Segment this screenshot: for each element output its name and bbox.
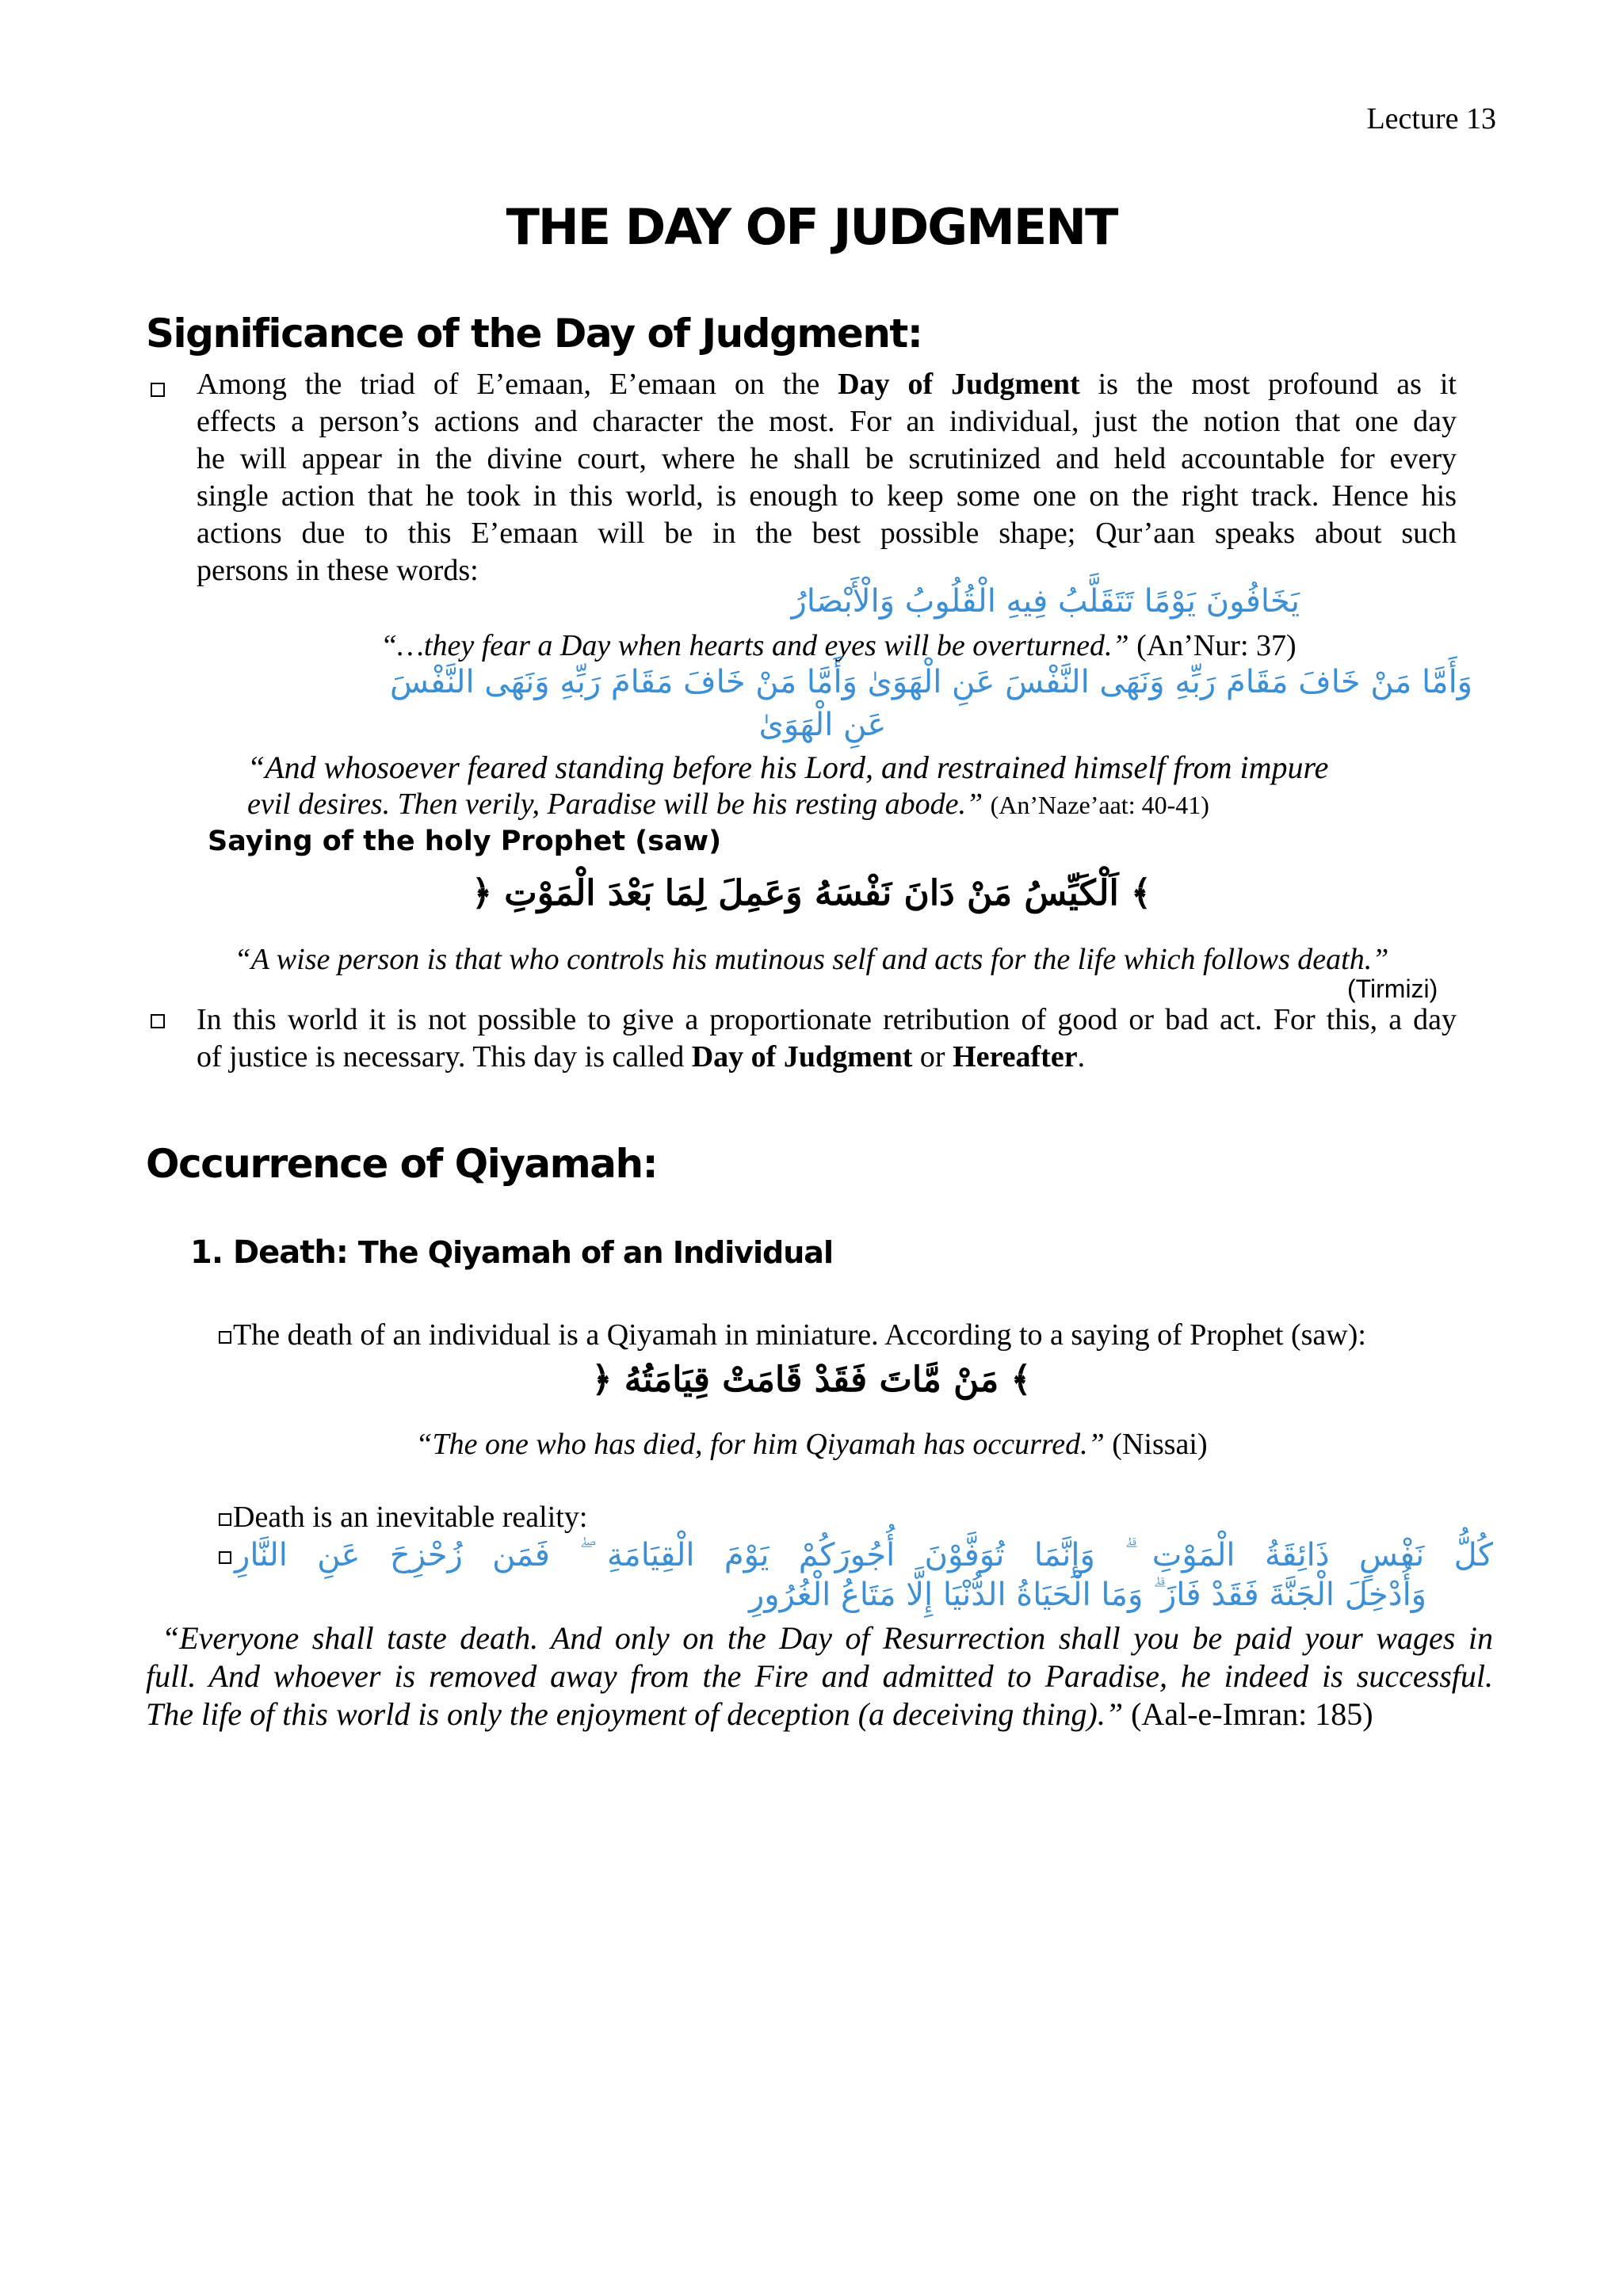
- hadith-reference: (Tirmizi): [1347, 974, 1438, 1003]
- bullet-icon: [151, 1014, 165, 1028]
- page-title: THE DAY OF JUDGMENT: [506, 198, 1117, 256]
- hadith-arabic: ﴾ اَلْكَيِّسُ مَنْ دَانَ نَفْسَهُ وَعَمِلَ لِمَا بَعْدَ الْمَوْتِ ﴿: [472, 873, 1151, 913]
- paragraph-line: persons in these words:: [197, 554, 479, 587]
- bullet-icon: [219, 1551, 231, 1564]
- verse-aal-imran-translation: [146, 1619, 1493, 1733]
- verse-an-nur-arabic: يَخَافُونَ يَوْمًا تَتَقَلَّبُ فِيهِ الْقُلُوبُ وَالْأَبْصَارُ: [791, 583, 1300, 620]
- paragraph-line: full. And whoever is removed away from the Fire and admitted to Paradise, he indeed is successful.: [146, 1658, 1493, 1694]
- death-hadith-arabic: ﴾ مَنْ مَّاتَ فَقَدْ قَامَتْ قِيَامَتُهُ ﴿: [591, 1360, 1032, 1400]
- paragraph-line: actions due to this E’emaan will be in the best possible shape; Qur’aan speaks about such: [197, 517, 1457, 550]
- inevitable-reality-line: Death is an inevitable reality:: [219, 1499, 587, 1536]
- section-heading-occurrence: Occurrence of Qiyamah:: [146, 1141, 658, 1187]
- subsection-number: 1. Death:: [190, 1234, 348, 1271]
- paragraph-line: effects a person’s actions and character the most. For an individual, just the notion that one day: [197, 405, 1457, 438]
- verse-an-naziat-arabic-line2: عَنِ الْهَوَىٰ: [758, 707, 887, 743]
- paragraph-line: single action that he took in this world, is enough to keep some one on the right track. Hence his: [197, 479, 1457, 513]
- death-hadith-translation: “The one who has died, for him Qiyamah has occurred.” (Nissai): [415, 1428, 1208, 1461]
- verse-an-naziat-arabic-line1: وَأَمَّا مَنْ خَافَ مَقَامَ رَبِّهِ وَنَهَى النَّفْسَ عَنِ الْهَوَىٰ وَأَمَّا مَنْ خَافَ مَقَامَ رَبِّهِ وَنَهَى النَّفْسَ: [389, 664, 1472, 700]
- bullet-icon: [219, 1331, 231, 1344]
- verse-an-naziat-translation-line1: “And whosoever feared standing before his Lord, and restrained himself from impure: [247, 749, 1329, 785]
- paragraph-line: “Everyone shall taste death. And only on the Day of Resurrection shall you be paid your wages in: [162, 1620, 1493, 1656]
- paragraph-line: Among the triad of E’emaan, E’emaan on the Day of Judgment is the most profound as it: [197, 368, 1457, 401]
- death-miniature-paragraph: The death of an individual is a Qiyamah in miniature. According to a saying of Prophet (saw):: [219, 1317, 1503, 1354]
- significance-paragraph: [197, 366, 1457, 589]
- subsection-heading-death: [190, 1234, 833, 1271]
- paragraph-line: of justice is necessary. This day is called Day of Judgment or Hereafter.: [197, 1040, 1086, 1074]
- hadith-heading: Saying of the holy Prophet (saw): [208, 826, 722, 857]
- bullet-icon: [219, 1513, 231, 1526]
- paragraph-line: The life of this world is only the enjoyment of deception (a deceiving thing).” (Aal-e-Imran: 185): [146, 1696, 1373, 1732]
- hadith-translation: “A wise person is that who controls his mutinous self and acts for the life which follows death.”: [234, 943, 1389, 976]
- verse-an-nur-translation: “…they fear a Day when hearts and eyes will be overturned.” (An’Nur: 37): [380, 629, 1296, 662]
- section-heading-significance: Significance of the Day of Judgment:: [146, 311, 922, 357]
- lecture-number: Lecture 13: [1366, 102, 1496, 135]
- verse-aal-imran-arabic-line2: وَأُدْخِلَ الْجَنَّةَ فَقَدْ فَازَ ۗ وَمَا الْحَيَاةُ الدُّنْيَا إِلَّا مَتَاعُ الْغُرُورِ: [748, 1577, 1426, 1613]
- verse-an-naziat-translation-line2: evil desires. Then verily, Paradise will be his resting abode.” (An’Naze’aat: 40-41): [247, 788, 1209, 821]
- paragraph-line: he will appear in the divine court, where he shall be scrutinized and held accountable for every: [197, 442, 1457, 475]
- paragraph-line: In this world it is not possible to give a proportionate retribution of good or bad act. For this, a day: [197, 1003, 1457, 1036]
- retribution-paragraph: [197, 1001, 1457, 1076]
- bullet-icon: [151, 383, 165, 397]
- subsection-title: The Qiyamah of an Individual: [357, 1235, 833, 1270]
- verse-aal-imran-arabic-line1: كُلُّ نَفْسٍ ذَائِقَةُ الْمَوْتِ ۗ وَإِنَّمَا تُوَفَّوْنَ أُجُورَكُمْ يَوْمَ الْقِيَامَةِ ۖ فَمَن زُحْزِحَ عَنِ النَّارِ: [235, 1537, 1493, 1573]
